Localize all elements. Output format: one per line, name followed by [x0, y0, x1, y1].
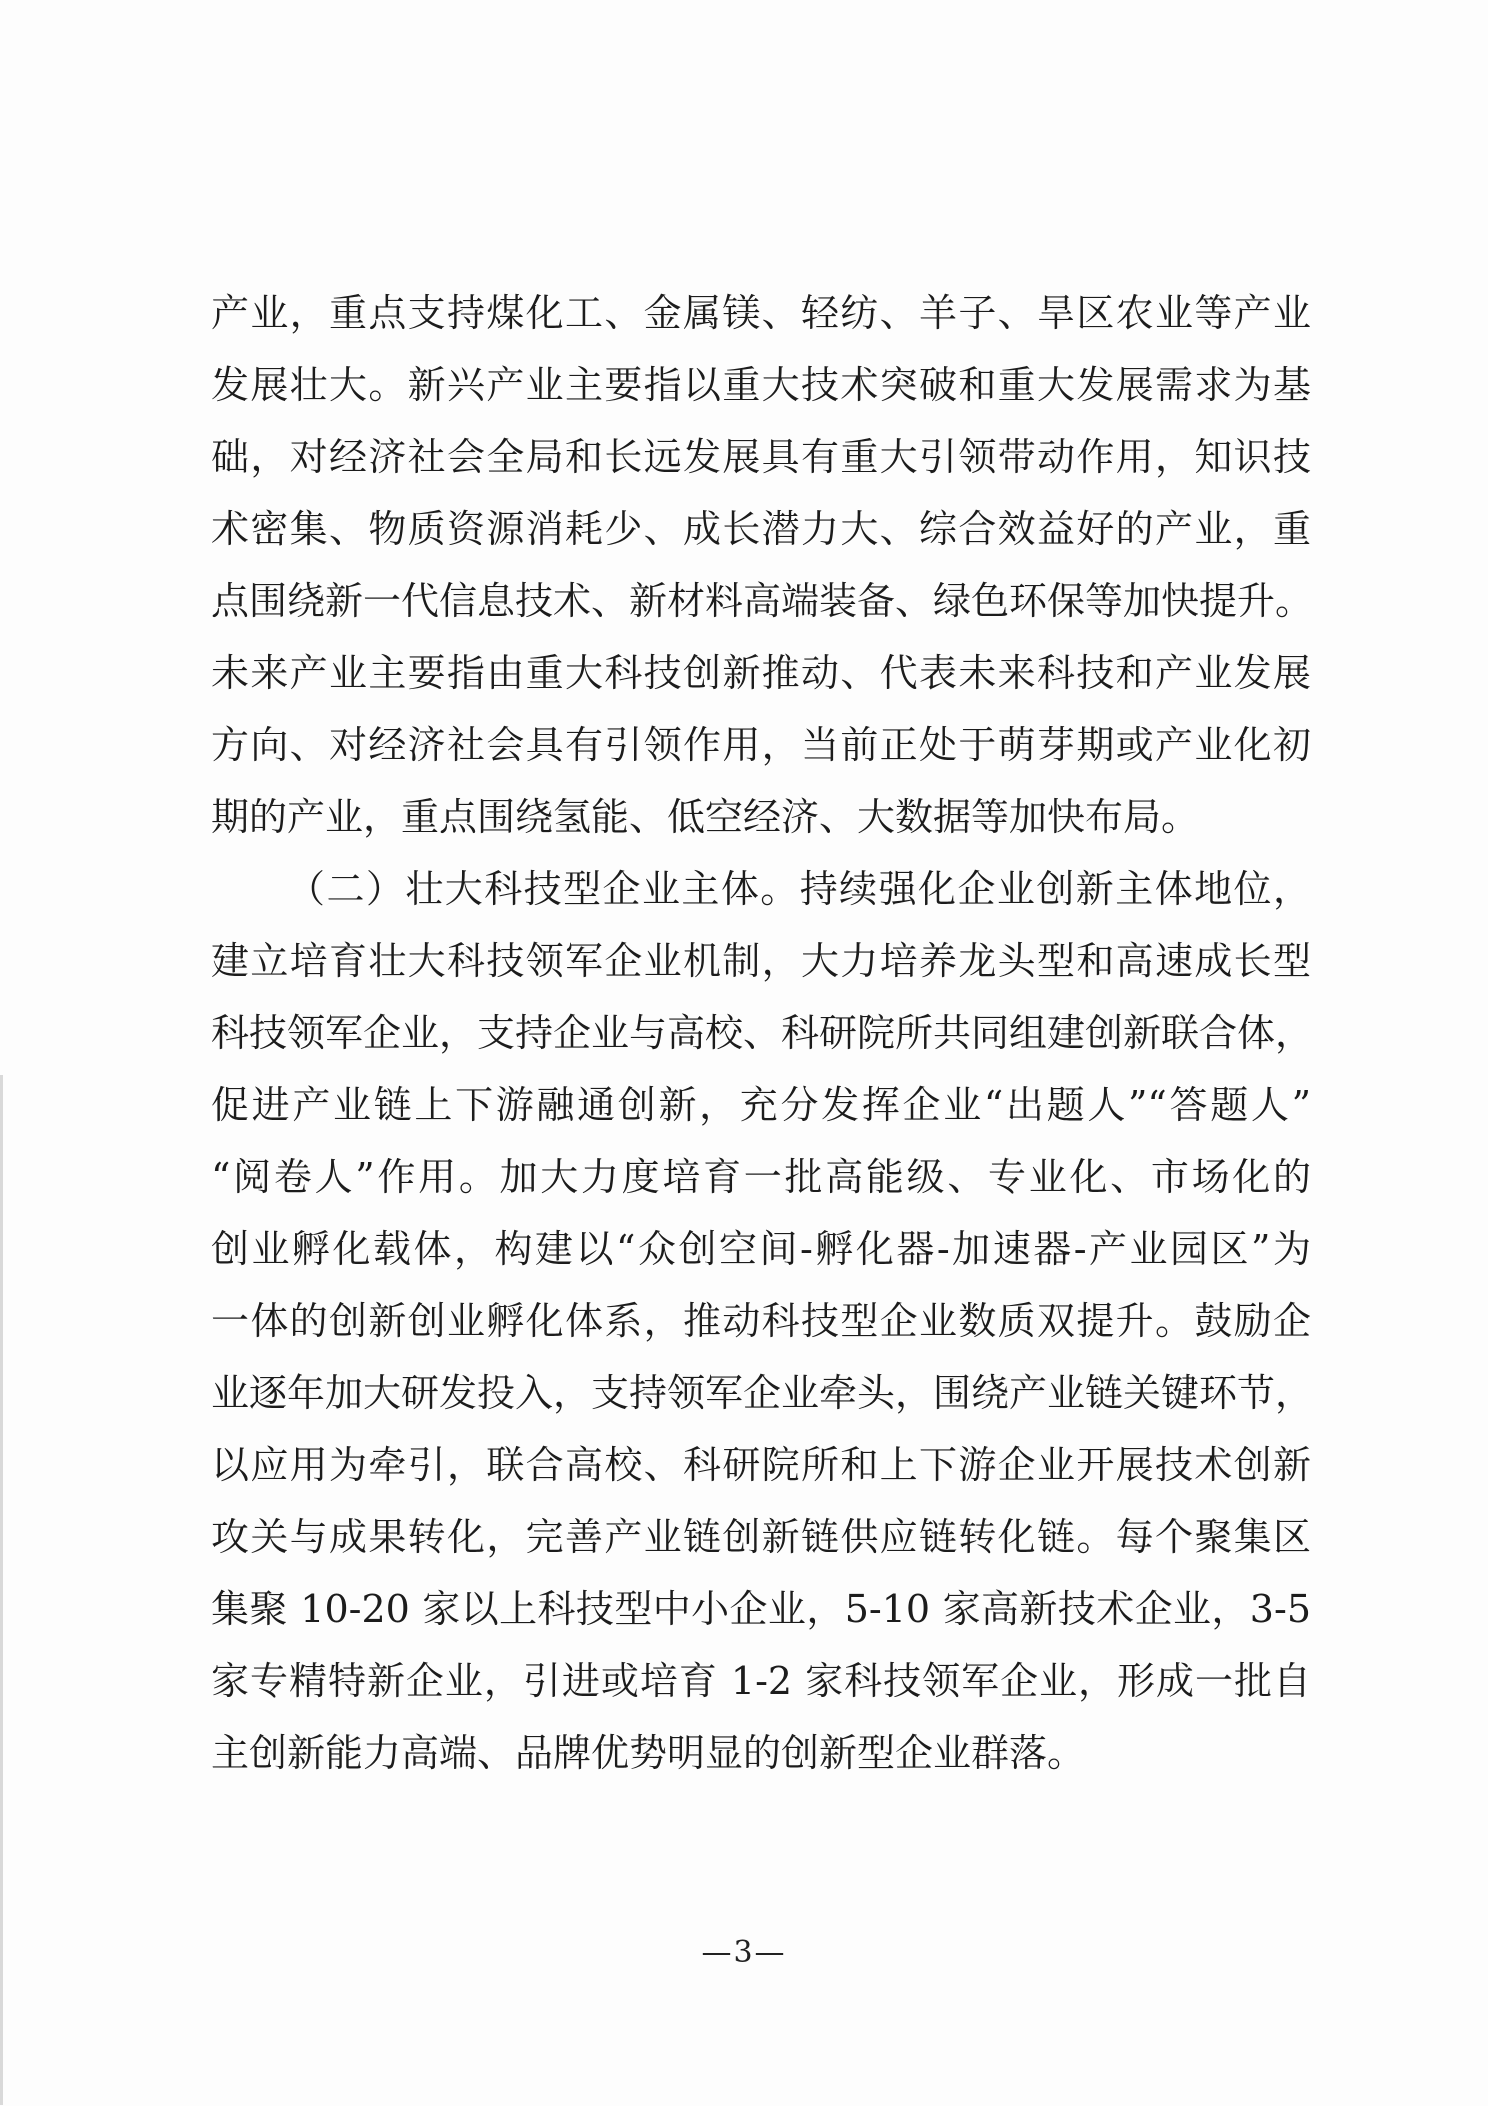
text-line: 主创新能力高端、品牌优势明显的创新型企业群落。	[211, 1731, 1086, 1775]
text-line: 以应用为牵引，联合高校、科研院所和上下游企业开展技术创新	[211, 1443, 1311, 1487]
text-line: 产业，重点支持煤化工、金属镁、轻纺、羊子、旱区农业等产业	[211, 291, 1311, 335]
text-line: 发展壮大。新兴产业主要指以重大技术突破和重大发展需求为基	[211, 363, 1311, 407]
body-text	[211, 277, 1314, 1789]
text-line: 促进产业链上下游融通创新，充分发挥企业“出题人”“答题人”	[211, 1083, 1311, 1127]
text-line: 术密集、物质资源消耗少、成长潜力大、综合效益好的产业，重	[211, 507, 1311, 551]
text-line: 业逐年加大研发投入，支持领军企业牵头，围绕产业链关键环节，	[211, 1371, 1314, 1415]
text-line: 一体的创新创业孵化体系，推动科技型企业数质双提升。鼓励企	[211, 1299, 1311, 1343]
text-line: 攻关与成果转化，完善产业链创新链供应链转化链。每个聚集区	[211, 1515, 1311, 1559]
text-line: 科技领军企业，支持企业与高校、科研院所共同组建创新联合体，	[211, 1011, 1314, 1055]
text-line: 集聚 10-20 家以上科技型中小企业，5-10 家高新技术企业，3-5	[211, 1587, 1311, 1631]
text-line: “阅卷人”作用。加大力度培育一批高能级、专业化、市场化的	[211, 1155, 1311, 1199]
text-line: 础，对经济社会全局和长远发展具有重大引领带动作用，知识技	[211, 435, 1311, 479]
text-line: 家专精特新企业，引进或培育 1-2 家科技领军企业，形成一批自	[211, 1659, 1311, 1703]
text-line: 建立培育壮大科技领军企业机制，大力培养龙头型和高速成长型	[211, 939, 1311, 983]
text-line: 方向、对经济社会具有引领作用，当前正处于萌芽期或产业化初	[211, 723, 1311, 767]
text-line: 点围绕新一代信息技术、新材料高端装备、绿色环保等加快提升。	[211, 579, 1314, 623]
text-line: 创业孵化载体，构建以“众创空间-孵化器-加速器-产业园区”为	[211, 1227, 1311, 1271]
page-number: —3—	[701, 1935, 787, 1970]
text-line: 期的产业，重点围绕氢能、低空经济、大数据等加快布局。	[211, 795, 1200, 839]
section-heading-line: （二）壮大科技型企业主体。持续强化企业创新主体地位，	[287, 867, 1311, 911]
text-line: 未来产业主要指由重大科技创新推动、代表未来科技和产业发展	[211, 651, 1311, 695]
